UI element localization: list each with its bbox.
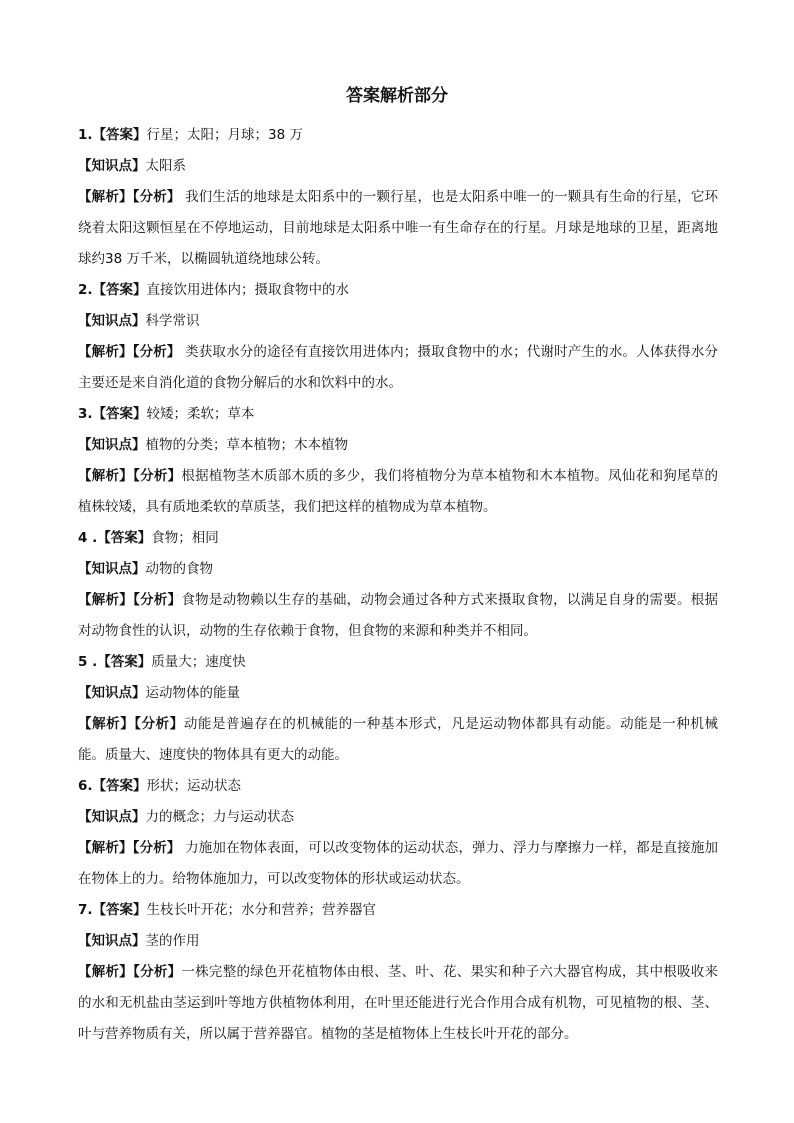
analysis-paragraph: [78, 337, 718, 399]
knowledge-line: [78, 678, 718, 709]
analysis-text: 食物是动物赖以生存的基础，动物会通过各种方式来摄取食物，以满足自身的需要。根据对动物食性的认识，动物的生存依赖于食物，但食物的来源和种类并不相同。: [78, 592, 719, 639]
answer-line: [78, 523, 718, 554]
knowledge-line: [78, 554, 718, 585]
analysis-tag: 【解析】【分析】: [78, 468, 182, 484]
answer-text: 直接饮用进体内；摄取食物中的水: [146, 282, 350, 298]
knowledge-line: [78, 430, 718, 461]
knowledge-text: 科学常识: [145, 313, 200, 329]
analysis-tag: 【解析】【分析】: [78, 716, 184, 732]
answer-tag: 【答案】: [92, 282, 147, 298]
analysis-paragraph: [78, 585, 718, 647]
knowledge-text: 茎的作用: [145, 933, 200, 949]
answer-line: [78, 895, 718, 926]
question-number: 6.: [78, 778, 93, 794]
analysis-paragraph: [78, 182, 718, 275]
knowledge-text: 运动物体的能量: [145, 685, 240, 701]
knowledge-tag: 【知识点】: [78, 685, 146, 701]
knowledge-line: [78, 802, 718, 833]
knowledge-tag: 【知识点】: [78, 561, 146, 577]
answer-tag: 【答案】: [92, 406, 147, 422]
answer-text: 较矮；柔软；草本: [146, 406, 255, 422]
question-number: 2.: [78, 282, 93, 298]
answer-text: 形状；运动状态: [146, 778, 242, 794]
knowledge-tag: 【知识点】: [78, 313, 146, 329]
knowledge-text: 动物的食物: [145, 561, 213, 577]
question-number: 1.: [78, 127, 93, 143]
question-number: 7.: [78, 902, 93, 918]
analysis-paragraph: [78, 709, 718, 771]
analysis-tag: 【解析】【分析】: [78, 344, 181, 360]
answer-text: 食物；相同: [151, 530, 219, 546]
knowledge-text: 太阳系: [145, 158, 186, 174]
analysis-text: 根据植物茎木质部木质的多少，我们将植物分为草本植物和木本植物。凤仙花和狗尾草的植株较矮，具有质地柔软的草质茎，我们把这样的植物成为草本植物。: [78, 468, 719, 515]
answer-line: [78, 771, 718, 802]
analysis-tag: 【解析】【分析】: [78, 964, 182, 980]
knowledge-tag: 【知识点】: [78, 809, 146, 825]
analysis-paragraph: [78, 461, 718, 523]
knowledge-tag: 【知识点】: [78, 437, 146, 453]
answer-text: 行星；太阳；月球；38 万: [146, 127, 304, 143]
knowledge-tag: 【知识点】: [78, 933, 146, 949]
knowledge-line: [78, 306, 718, 337]
knowledge-text: 植物的分类；草本植物；木本植物: [145, 437, 348, 453]
analysis-text: 我们生活的地球是太阳系中的一颗行星，也是太阳系中唯一的一颗具有生命的行星，它环绕着太阳这颗恒星在不停地运动，目前地球是太阳系中唯一有生命存在的行星。月球是地球的卫星，距离地球约38 万千米，以椭圆轨道绕地球公转。: [78, 189, 718, 267]
analysis-tag: 【解析】【分析】: [78, 592, 182, 608]
question-number: 5 .: [78, 654, 98, 670]
knowledge-line: [78, 926, 718, 957]
answer-tag: 【答案】: [92, 778, 147, 794]
analysis-text: 一株完整的绿色开花植物体由根、茎、叶、花、果实和种子六大器官构成，其中根吸收来的水和无机盐由茎运到叶等地方供植物体利用，在叶里还能进行光合作用合成有机物，可见植物的根、茎、叶与营养物质有关，所以属于营养器官。植物的茎是植物体上生枝长叶开花的部分。: [78, 964, 719, 1042]
answer-line: [78, 275, 718, 306]
page-title: 答案解析部分: [346, 86, 448, 106]
answer-tag: 【答案】: [92, 127, 147, 143]
answer-list: [78, 120, 718, 1050]
answer-tag: 【答案】: [92, 902, 147, 918]
analysis-tag: 【解析】【分析】: [78, 840, 181, 856]
question-number: 3.: [78, 406, 93, 422]
analysis-text: 动能是普遍存在的机械能的一种基本形式，凡是运动物体都具有动能。动能是一种机械能。质量大、速度快的物体具有更大的动能。: [78, 716, 718, 763]
analysis-text: 力施加在物体表面，可以改变物体的运动状态，弹力、浮力与摩擦力一样，都是直接施加在物体上的力。给物体施加力，可以改变物体的形状或运动状态。: [78, 840, 718, 887]
analysis-paragraph: [78, 833, 718, 895]
answer-line: [78, 647, 718, 678]
answer-line: [78, 399, 718, 430]
answer-line: [78, 120, 718, 151]
knowledge-text: 力的概念；力与运动状态: [145, 809, 294, 825]
analysis-paragraph: [78, 957, 718, 1050]
answer-text: 质量大；速度快: [151, 654, 246, 670]
answer-tag: 【答案】: [97, 530, 152, 546]
question-number: 4 .: [78, 530, 98, 546]
answer-text: 生枝长叶开花；水分和营养；营养器官: [146, 902, 377, 918]
analysis-tag: 【解析】【分析】: [78, 189, 181, 205]
analysis-text: 类获取水分的途径有直接饮用进体内；摄取食物中的水；代谢时产生的水。人体获得水分主要还是来自消化道的食物分解后的水和饮料中的水。: [78, 344, 718, 391]
answer-tag: 【答案】: [97, 654, 152, 670]
knowledge-line: [78, 151, 718, 182]
knowledge-tag: 【知识点】: [78, 158, 146, 174]
